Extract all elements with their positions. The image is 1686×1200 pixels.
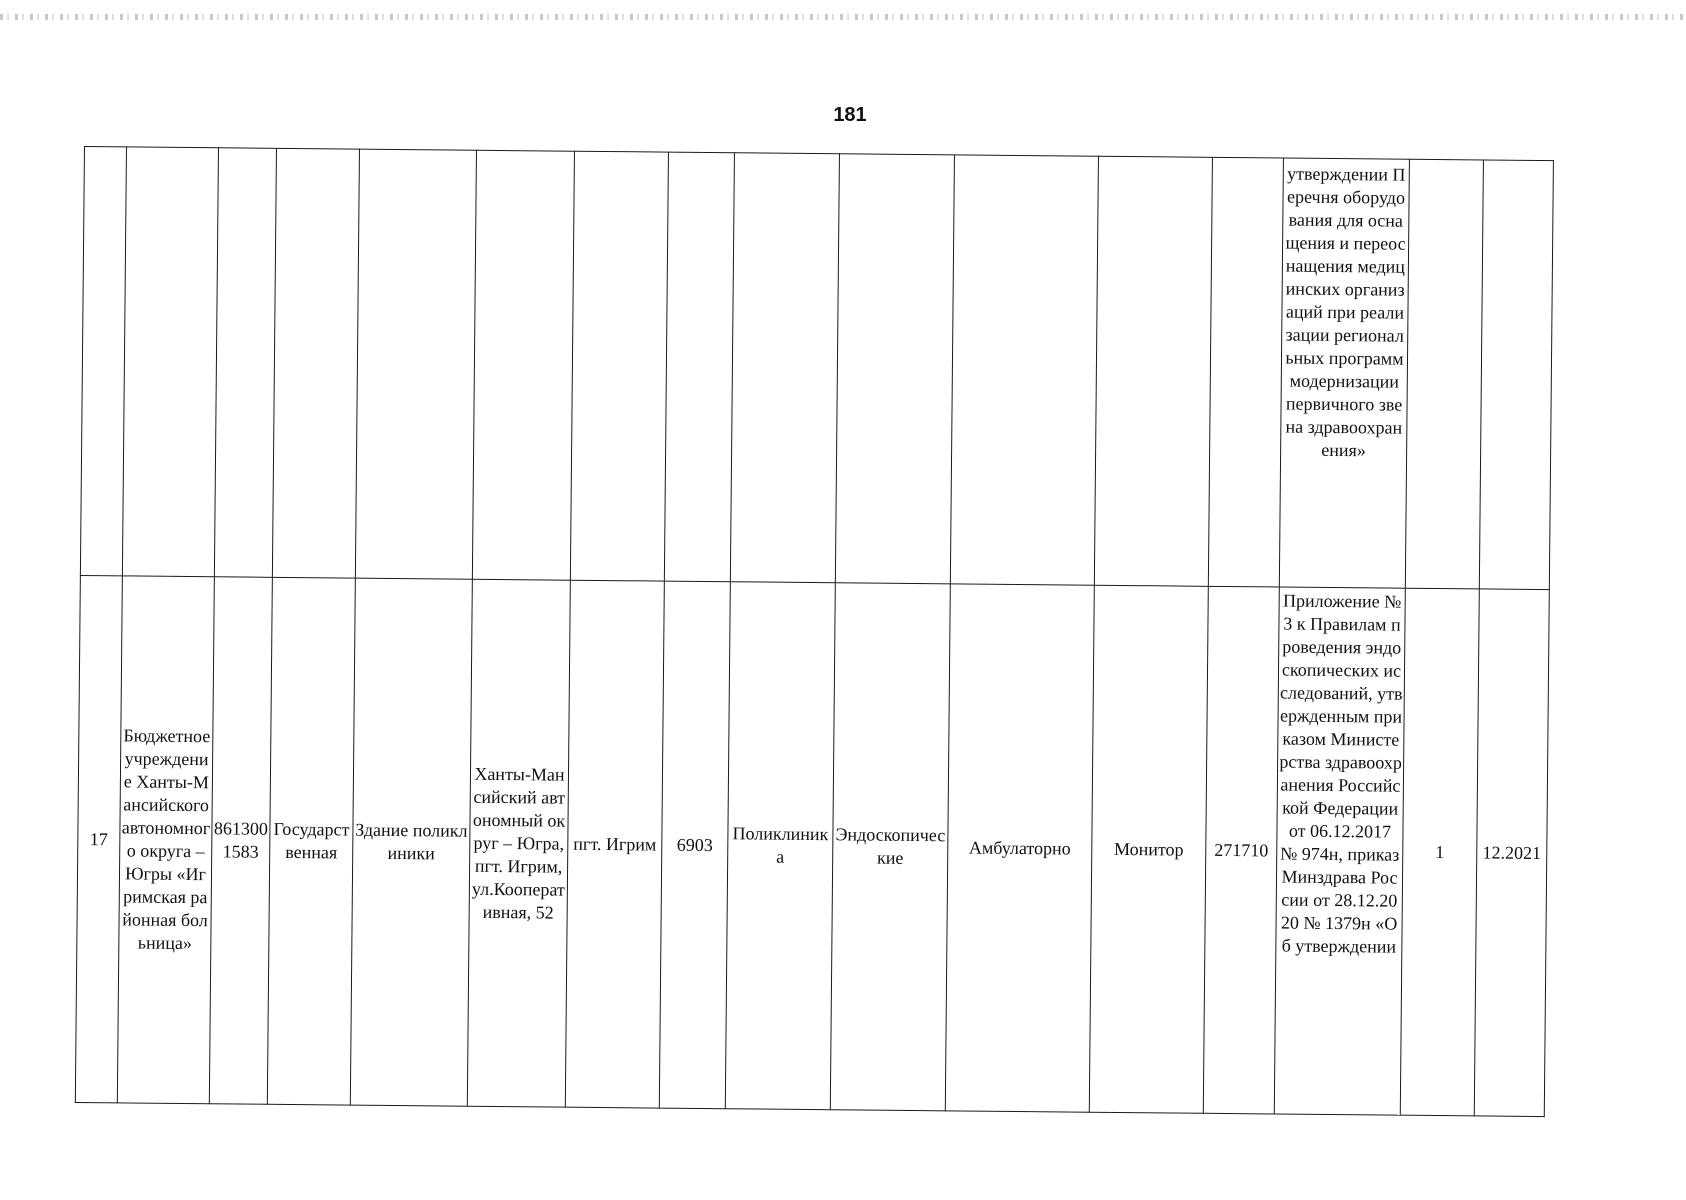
page-number: 181	[833, 104, 867, 126]
cell-empty	[472, 150, 574, 580]
equipment-table	[75, 146, 1554, 1117]
cell-inn: 8613001583	[209, 577, 272, 1105]
cell-equipment-group: Эндоскопические	[830, 583, 950, 1111]
cell-empty	[122, 147, 218, 577]
cell-ownership: Государственная	[267, 577, 355, 1105]
cell-care-condition: Амбулаторно	[945, 584, 1094, 1112]
cell-empty	[570, 151, 668, 581]
cell-regulation-continuation: утверждении Перечня оборудования для оснащения и переоснащения медицинских организаций при реализации региональных программ модернизации первичного звена здравоохранения»	[1279, 158, 1409, 588]
cell-date: 12.2021	[1474, 589, 1549, 1117]
cell-empty	[835, 154, 954, 584]
cell-empty	[80, 147, 126, 576]
cell-empty	[950, 155, 1098, 585]
cell-empty	[355, 149, 476, 579]
cell-building: Здание поликлиники	[350, 578, 472, 1106]
cell-equipment-code: 271710	[1203, 586, 1279, 1114]
cell-empty	[664, 152, 734, 582]
cell-empty	[1094, 156, 1212, 586]
cell-address: Ханты-Мансийский автономный округ – Югра, пгт. Игрим, ул.Кооперативная, 52	[467, 579, 570, 1107]
cell-code: 6903	[659, 581, 730, 1109]
cell-number: 17	[75, 575, 122, 1102]
table-row	[75, 575, 1549, 1116]
cell-empty	[1208, 157, 1283, 587]
scan-edge	[0, 14, 1686, 20]
cell-equipment-name: Монитор	[1089, 585, 1208, 1113]
equipment-table-sheet	[75, 146, 1554, 1117]
table-row-continuation	[80, 147, 1553, 590]
cell-facility-type: Поликлиника	[725, 582, 835, 1110]
cell-empty	[730, 153, 839, 583]
cell-organization: Бюджетное учреждение Ханты-Мансийского автономного округа – Югры «Игримская районная больница»	[117, 576, 214, 1104]
cell-empty	[272, 148, 359, 578]
cell-regulation: Приложение № 3 к Правилам проведения эндоскопических исследований, утвержденным приказом Министерства здравоохранения Российской Федерации от 06.12.2017 № 974н, приказ Минздрава России от 28.12.2020 № 1379н «Об утверждении	[1274, 587, 1405, 1115]
cell-empty	[1479, 160, 1553, 590]
cell-empty	[1405, 159, 1483, 589]
cell-empty	[214, 148, 276, 578]
cell-locality: пгт. Игрим	[565, 580, 664, 1108]
cell-quantity: 1	[1400, 588, 1479, 1116]
